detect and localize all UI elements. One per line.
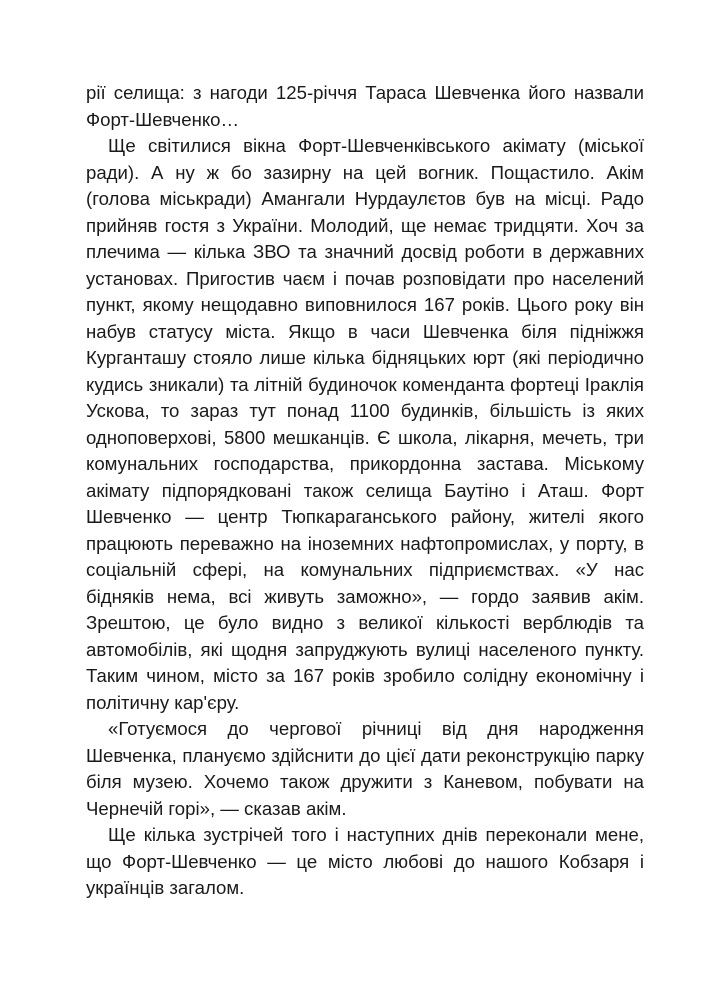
paragraph-continuation: рії селища: з нагоди 125-річчя Тараса Шевченка його назвали Форт-Шевченко…: [86, 82, 644, 130]
paragraph-akimat-visit: Ще світилися вікна Форт-Шевченківського акімату (міської ради). А ну ж бо зазирну на цей вогник. Пощастило. Акім (голова міськради) Амангали Нурдаулєтов був на місці. Радо прийняв гостя з України. Молодий, ще немає тридцяти. Хоч за плечима — кілька ЗВО та значний досвід роботи в державних установах. Пригостив чаєм і почав розповідати про населений пункт, якому нещодавно виповнилося 167 років. Цього року він набув статусу міста. Якщо в часи Шевченка біля підніжжя Курганташу стояло лише кілька бідняцьких юрт (які періодично кудись зникали) та літній будиночок коменданта фортеці Іраклія Ускова, то зараз тут понад 1100 будинків, більшість із яких одноповерхові, 5800 мешканців. Є школа, лікарня, мечеть, три комунальних господарства, прикордонна застава. Міському акімату підпорядковані також селища Баутіно і Аташ. Форт Шевченко — центр Тюпкараганського району, жителі якого працюють переважно на іноземних нафтопромислах, у порту, в соціальній сфері, на комунальних підприємствах. «У нас бідняків нема, всі живуть заможно», — гордо заявив акім. Зрештою, це було видно з великої кількості верблюдів та автомобілів, які щодня запруджують вулиці населеного пункту. Таким чином, місто за 167 років зробило солідну економічну і політичну кар'єру.: [86, 135, 644, 713]
paragraph-akim-quote: «Готуємося до чергової річниці від дня народження Шевченка, плануємо здійснити до цієї дати реконструкцію парку біля музею. Хочемо також дружити з Каневом, побувати на Чернечій горі», — сказав акім.: [86, 718, 644, 819]
paragraph-conclusion: Ще кілька зустрічей того і наступних днів переконали мене, що Форт-Шевченко — це місто любові до нашого Кобзаря і українців загалом.: [86, 824, 644, 898]
document-page: [86, 80, 644, 902]
